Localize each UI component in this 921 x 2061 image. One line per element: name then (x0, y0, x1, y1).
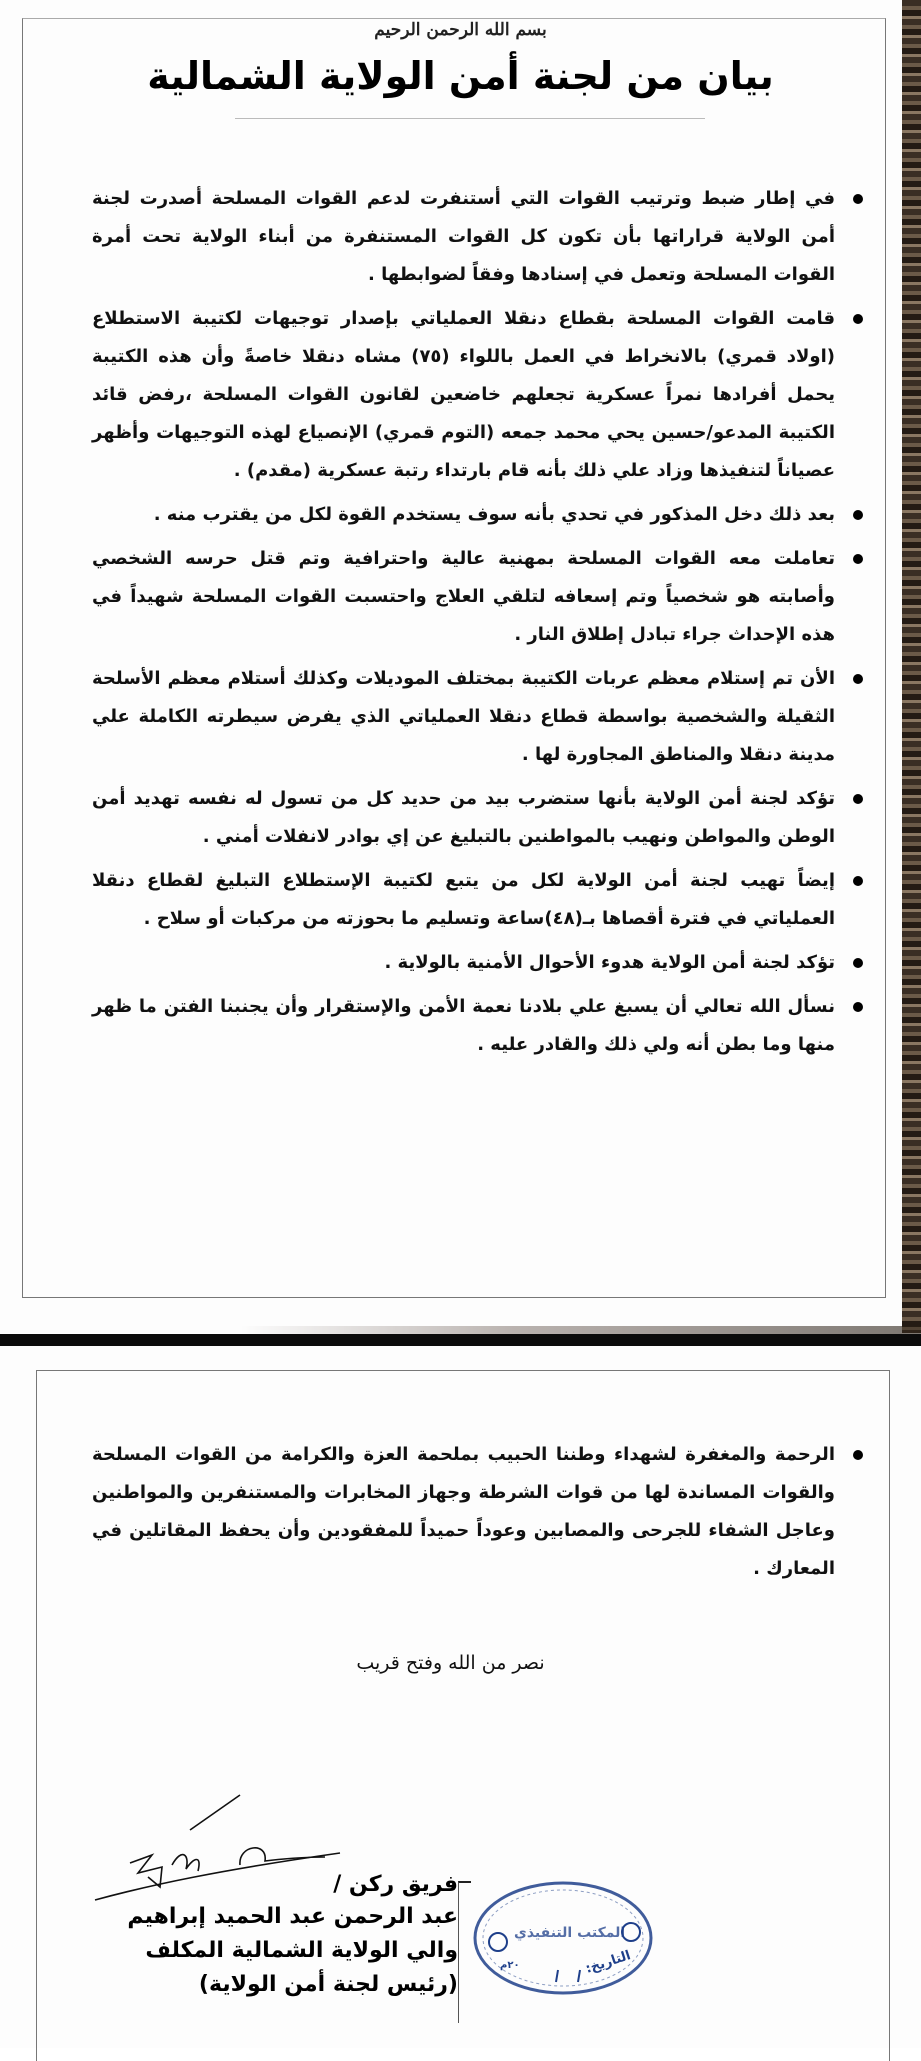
bullet-icon (853, 554, 863, 564)
closing-phrase (0, 1652, 921, 1674)
signatory-rank: فريق ركن / (333, 1872, 458, 1897)
page-separator (0, 1334, 921, 1346)
statement-list-page-2 (92, 1436, 865, 1594)
basmala-heading: بسم الله الرحمن الرحيم (374, 20, 547, 40)
stamp-year-text: ٢٠م (500, 1960, 520, 1971)
title-underline (235, 118, 705, 119)
bullet-icon (853, 1002, 863, 1012)
statement-item (92, 988, 865, 1064)
statement-item (92, 660, 865, 774)
statement-item (92, 300, 865, 490)
bullet-icon (853, 510, 863, 520)
statement-item (92, 540, 865, 654)
page-edge-shadow (902, 0, 921, 1333)
signatory-role: (رئيس لجنة أمن الولاية) (198, 1972, 458, 1997)
statement-text: بعد ذلك دخل المذكور في تحدي بأنه سوف يستخدم القوة لكل من يقترب منه . (153, 504, 835, 525)
statement-item (92, 496, 865, 534)
bullet-icon (853, 958, 863, 968)
signatory-name: عبد الرحمن عبد الحميد إبراهيم (127, 1904, 458, 1929)
stamp-date-label: التاريخ: (583, 1948, 633, 1977)
bullet-icon (853, 194, 863, 204)
signatory-block (98, 1870, 458, 2002)
statement-item (92, 944, 865, 982)
signatory-post: والي الولاية الشمالية المكلف (145, 1938, 458, 1963)
document-title: بيان من لجنة أمن الولاية الشمالية (147, 54, 774, 98)
statement-item (92, 1436, 865, 1588)
bullet-icon (853, 1450, 863, 1460)
statement-text: تؤكد لجنة أمن الولاية هدوء الأحوال الأمنية بالولاية . (384, 952, 835, 973)
statement-list (92, 180, 865, 1070)
statement-item (92, 862, 865, 938)
bullet-icon (853, 876, 863, 886)
statement-text: في إطار ضبط وترتيب القوات التي أستنفرت لدعم القوات المسلحة أصدرت لجنة أمن الولاية قراراتها بأن تكون كل القوات المستنفرة من أبناء الولاية تحت أمرة القوات المسلحة وتعمل في إسنادها وفقاً لضوابطها . (92, 188, 835, 285)
statement-text: تعاملت معه القوات المسلحة بمهنية عالية واحترافية وتم قتل حرسه الشخصي وأصابته هو شخصياً وتم إسعافه لتلقي العلاج واحتسبت القوات المسلحة شهيداً في هذه الإحداث جراء تبادل إطلاق النار . (92, 548, 835, 645)
bullet-icon (853, 674, 863, 684)
statement-item (92, 780, 865, 856)
statement-text: نسأل الله تعالي أن يسبغ علي بلادنا نعمة الأمن والإستقرار وأن يجنبنا الفتن ما ظهر منها وما بطن أنه ولي ذلك والقادر عليه . (92, 996, 835, 1055)
closing-text: نصر من الله وفتح قريب (356, 1652, 545, 1674)
stamp-office-text: المكتب التنفيذي (514, 1925, 626, 1941)
bullet-icon (853, 794, 863, 804)
statement-text: إيضاً تهيب لجنة أمن الولاية لكل من يتبع لكتيبة الإستطلاع التبليغ لقطاع دنقلا العملياتي في فترة أقصاها بـ(٤٨)ساعة وتسليم ما بحوزته من مركبات أو سلاح . (92, 870, 835, 929)
statement-text: قامت القوات المسلحة بقطاع دنقلا العملياتي بإصدار توجيهات لكتيبة الاستطلاع (اولاد قمري) بالانخراط في العمل باللواء (٧٥) مشاه دنقلا خاصةً وأن هذه الكتيبة يحمل أفرادها نمراً عسكرية تجعلهم خاضعين لقانون القوات المسلحة ،رفض قائد الكتيبة المدعو/حسين يحي محمد جمعه (التوم قمري) الإنصياع لهذه التوجيهات وأظهر عصياناً لتنفيذها وزاد علي ذلك بأنه قام بارتداء رتبة عسكرية (مقدم) . (92, 308, 835, 481)
statement-text: تؤكد لجنة أمن الولاية بأنها ستضرب بيد من حديد كل من تسول له نفسه تهديد أمن الوطن والمواطن ونهيب بالمواطنين بالتبليغ عن إي بوادر لانفلات أمني . (92, 788, 835, 847)
statement-text: الأن تم إستلام معظم عربات الكتيبة بمختلف الموديلات وكذلك أستلام معظم الأسلحة الثقيلة والشخصية بواسطة قطاع دنقلا العملياتي الذي يفرض سيطرته الكاملة علي مدينة دنقلا والمناطق المجاورة لها . (92, 668, 835, 765)
bullet-icon (853, 314, 863, 324)
statement-text: الرحمة والمغفرة لشهداء وطننا الحبيب بملحمة العزة والكرامة من القوات المسلحة والقوات المساندة لها من قوات الشرطة وجهاز المخابرات والمستنفرين والمواطنين وعاجل الشفاء للجرحى والمصابين وعوداً حميداً للمفقودين وأن يحفظ المقاتلين في المعارك . (92, 1444, 835, 1579)
statement-item (92, 180, 865, 294)
